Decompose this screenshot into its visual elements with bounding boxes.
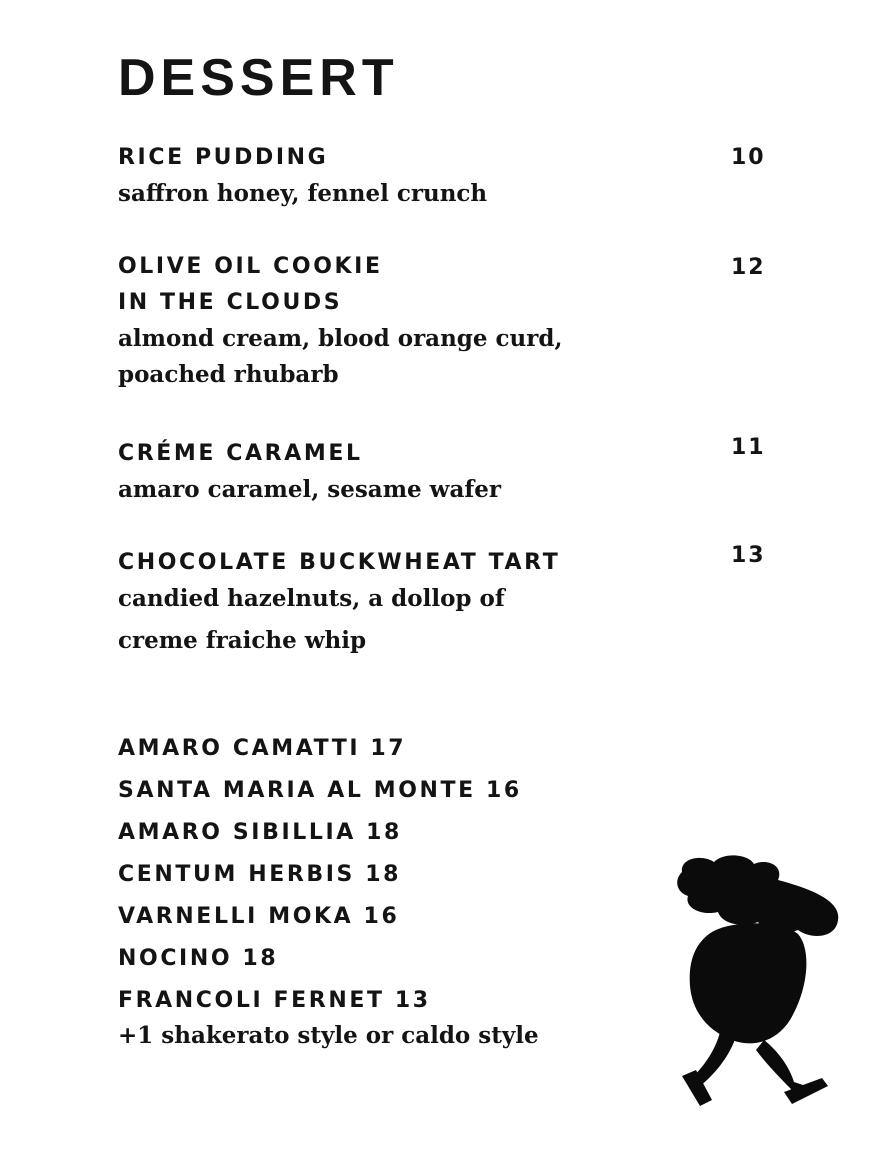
item-name: OLIVE OIL COOKIE: [118, 254, 383, 279]
menu-item-creme-caramel: [118, 436, 678, 508]
item-price: 12: [731, 255, 766, 280]
item-description: candied hazelnuts, a dollop of: [118, 585, 505, 612]
menu-item-olive-oil-cookie: [118, 249, 678, 393]
item-price: 10: [731, 145, 766, 170]
walking-figure-icon: [672, 850, 842, 1120]
amaro-item: SANTA MARIA AL MONTE 16: [118, 778, 522, 803]
item-name: CHOCOLATE BUCKWHEAT TART: [118, 550, 561, 575]
menu-title: DESSERT: [118, 49, 399, 107]
amari-list: [118, 728, 678, 1050]
menu-item-chocolate-tart: [118, 545, 678, 659]
item-description: saffron honey, fennel crunch: [118, 180, 488, 207]
amaro-item: AMARO CAMATTI 17: [118, 736, 407, 761]
amaro-item: AMARO SIBILLIA 18: [118, 820, 402, 845]
amaro-item: CENTUM HERBIS 18: [118, 862, 402, 887]
amari-note: +1 shakerato style or caldo style: [118, 1022, 539, 1049]
item-name: IN THE CLOUDS: [118, 290, 343, 315]
item-name: CRÉME CARAMEL: [118, 441, 363, 466]
amaro-item: NOCINO 18: [118, 946, 279, 971]
item-name: RICE PUDDING: [118, 145, 329, 170]
item-description: poached rhubarb: [118, 361, 339, 388]
item-price: 13: [731, 543, 766, 568]
item-description: amaro caramel, sesame wafer: [118, 476, 502, 503]
amaro-item: FRANCOLI FERNET 13: [118, 988, 431, 1013]
item-description: creme fraiche whip: [118, 627, 367, 654]
item-description: almond cream, blood orange curd,: [118, 325, 563, 352]
item-price: 11: [731, 435, 766, 460]
menu-item-rice-pudding: [118, 140, 678, 212]
amaro-item: VARNELLI MOKA 16: [118, 904, 400, 929]
